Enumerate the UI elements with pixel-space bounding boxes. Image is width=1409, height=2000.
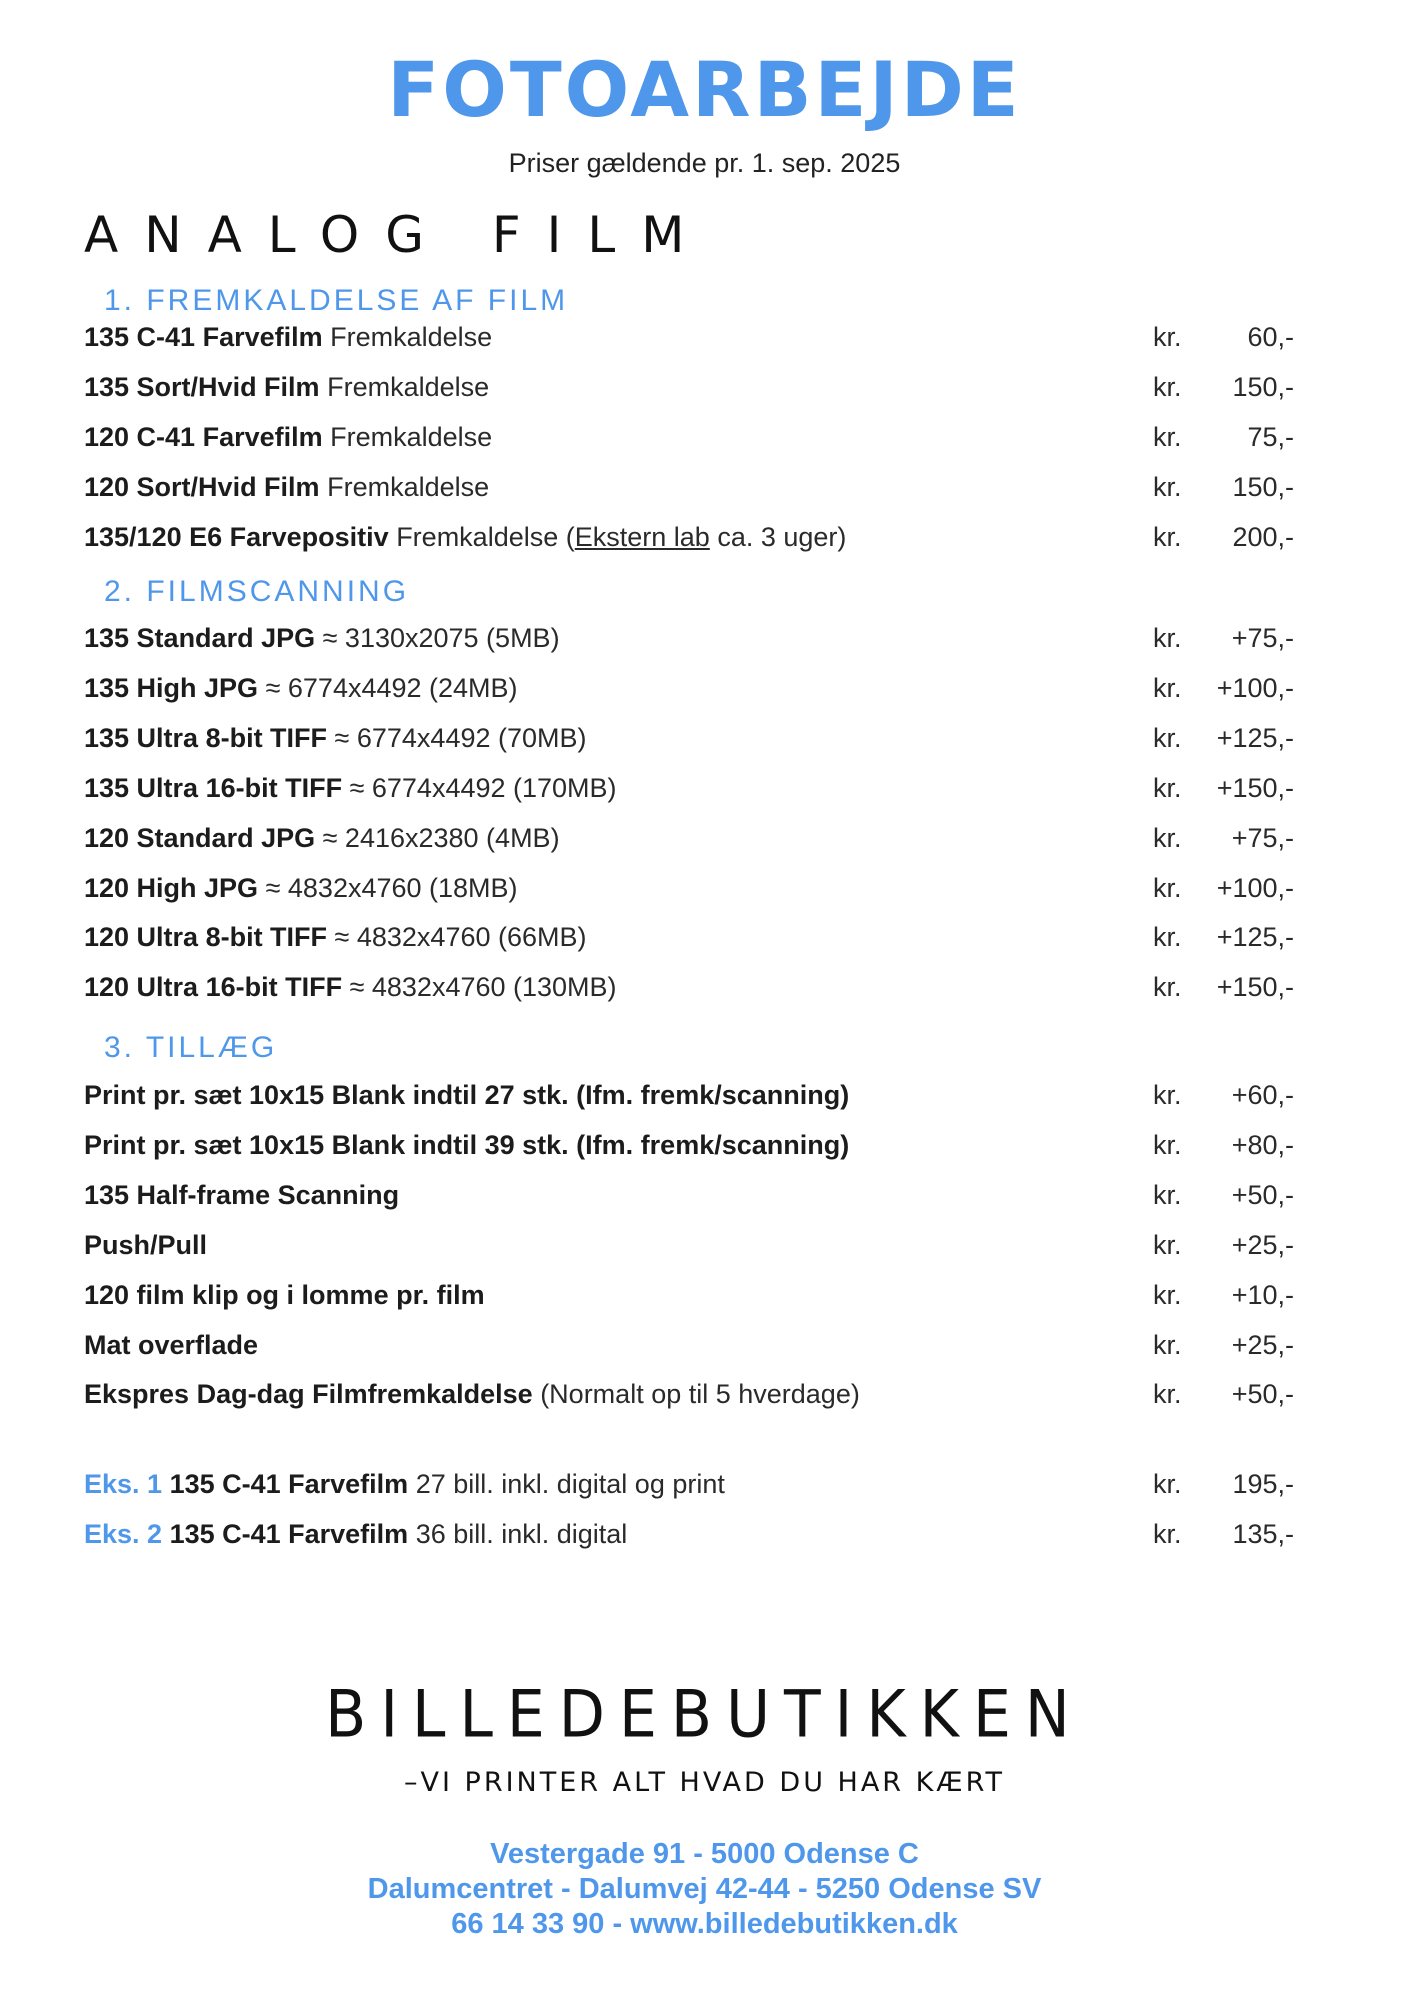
item-description: [84, 1374, 860, 1414]
price-row: [84, 317, 1294, 357]
item-name: 120 film klip og i lomme pr. film: [84, 1279, 485, 1310]
price-value: 150,-: [1232, 371, 1294, 402]
item-description: [84, 467, 489, 507]
item-name: 135/120 E6 Farvepositiv: [84, 521, 389, 552]
item-description: [84, 718, 587, 758]
phone-and-website: 66 14 33 90 - www.billedebutikken.dk: [451, 1908, 958, 1940]
item-description: [84, 1225, 207, 1265]
price-row: [84, 768, 1294, 808]
item-detail: ≈ 6774x4492 (170MB): [342, 772, 617, 803]
item-name: 135 High JPG: [84, 672, 259, 703]
item-description: [84, 417, 492, 457]
price-row: [84, 1125, 1294, 1165]
item-name: 120 Sort/Hvid Film: [84, 471, 320, 502]
price-value: +25,-: [1231, 1229, 1294, 1260]
example-description: [84, 1464, 725, 1504]
item-name: Push/Pull: [84, 1229, 208, 1260]
item-detail: ≈ 4832x4760 (66MB): [327, 922, 587, 953]
item-name: 120 C-41 Farvefilm: [84, 421, 323, 452]
currency-label: kr.: [1153, 371, 1182, 402]
price-value: 135,-: [1232, 1519, 1294, 1549]
item-detail: ≈ 6774x4492 (24MB): [258, 672, 518, 703]
price-row: [84, 1075, 1294, 1115]
item-detail: Fremkaldelse: [322, 421, 493, 452]
address-odense-sv: Dalumcentret - Dalumvej 42-44 - 5250 Odense SV: [367, 1873, 1042, 1905]
item-detail-underlined: Ekstern lab: [574, 521, 710, 552]
price-value: +100,-: [1216, 872, 1294, 903]
item-detail: ≈ 4832x4760 (18MB): [258, 872, 518, 903]
currency-label: kr.: [1153, 1519, 1182, 1549]
item-name: 135 Sort/Hvid Film: [84, 371, 320, 402]
item-description: [84, 818, 560, 858]
price-value: 200,-: [1232, 521, 1294, 552]
currency-label: kr.: [1153, 521, 1182, 552]
item-name: Mat overflade: [84, 1329, 259, 1360]
currency-label: kr.: [1153, 421, 1182, 452]
price-value: +50,-: [1231, 1179, 1294, 1210]
example-row: [84, 1464, 1294, 1504]
price-row: [84, 1175, 1294, 1215]
item-description: [84, 967, 617, 1007]
price-row: [84, 1225, 1294, 1265]
section-heading: 1. FREMKALDELSE AF FILM: [104, 284, 569, 317]
currency-label: kr.: [1153, 872, 1182, 903]
item-detail: Fremkaldelse (: [388, 521, 575, 552]
example-label: Eks. 2: [84, 1519, 163, 1549]
item-description: [84, 917, 587, 957]
price-row: [84, 417, 1294, 457]
item-name: 135 Ultra 8-bit TIFF: [84, 722, 328, 753]
price-row: [84, 718, 1294, 758]
item-name: 135 C-41 Farvefilm: [84, 322, 323, 352]
example-label: Eks. 1: [84, 1469, 163, 1499]
price-row: [84, 517, 1294, 557]
page-title: FOTOARBEJDE: [387, 45, 1022, 134]
item-detail: (Normalt op til 5 hverdage): [532, 1379, 860, 1410]
currency-label: kr.: [1153, 1279, 1182, 1310]
item-description: [84, 317, 492, 357]
price-value: +150,-: [1216, 772, 1294, 803]
item-description: [84, 1325, 258, 1365]
item-description: [84, 668, 518, 708]
section-heading: 3. TILLÆG: [104, 1031, 278, 1064]
item-description: [84, 618, 560, 658]
price-value: 75,-: [1247, 421, 1294, 452]
section-heading: 2. FILMSCANNING: [104, 575, 410, 608]
currency-label: kr.: [1153, 1329, 1182, 1360]
price-row: [84, 868, 1294, 908]
item-detail: Fremkaldelse: [322, 322, 493, 352]
price-row: [84, 467, 1294, 507]
price-row: [84, 1275, 1294, 1315]
item-description: [84, 868, 518, 908]
item-detail: ≈ 2416x2380 (4MB): [315, 822, 560, 853]
item-description: [84, 1175, 399, 1215]
example-detail: 27 bill. inkl. digital og print: [408, 1469, 725, 1499]
item-name: Ekspres Dag-dag Filmfremkaldelse: [84, 1379, 533, 1410]
item-description: [84, 1075, 849, 1115]
address-odense-c: Vestergade 91 - 5000 Odense C: [490, 1838, 919, 1870]
price-row: [84, 367, 1294, 407]
item-description: [84, 367, 489, 407]
currency-label: kr.: [1153, 1080, 1182, 1110]
currency-label: kr.: [1153, 822, 1182, 853]
currency-label: kr.: [1153, 672, 1182, 703]
currency-label: kr.: [1153, 1469, 1182, 1499]
price-value: 60,-: [1247, 322, 1294, 352]
item-name: 120 Ultra 16-bit TIFF: [84, 972, 343, 1003]
example-item-name: 135 C-41 Farvefilm: [162, 1469, 409, 1499]
price-value: +125,-: [1216, 922, 1294, 953]
item-name: 120 High JPG: [84, 872, 259, 903]
price-row: [84, 1325, 1294, 1365]
price-value: 195,-: [1232, 1469, 1294, 1499]
currency-label: kr.: [1153, 1229, 1182, 1260]
item-description: [84, 768, 617, 808]
price-row: [84, 917, 1294, 957]
example-row: [84, 1514, 1294, 1554]
section-title-analog-film: ANALOG FILM: [84, 206, 711, 264]
currency-label: kr.: [1153, 772, 1182, 803]
item-name: 135 Half-frame Scanning: [84, 1179, 400, 1210]
item-name: 120 Ultra 8-bit TIFF: [84, 922, 328, 953]
item-detail: Fremkaldelse: [319, 471, 490, 502]
currency-label: kr.: [1153, 471, 1182, 502]
item-detail: ca. 3 uger): [709, 521, 847, 552]
brand-tagline: –VI PRINTER ALT HVAD DU HAR KÆRT: [404, 1767, 1005, 1798]
item-name: 135 Ultra 16-bit TIFF: [84, 772, 343, 803]
price-value: +75,-: [1231, 822, 1294, 853]
item-detail: ≈ 3130x2075 (5MB): [315, 623, 560, 653]
price-validity-subtitle: Priser gældende pr. 1. sep. 2025: [508, 148, 901, 178]
currency-label: kr.: [1153, 1179, 1182, 1210]
example-description: [84, 1514, 627, 1554]
brand-logo-text: BILLEDEBUTIKKEN: [325, 1677, 1084, 1753]
price-value: +25,-: [1231, 1329, 1294, 1360]
currency-label: kr.: [1153, 722, 1182, 753]
item-name: Print pr. sæt 10x15 Blank indtil 39 stk. (Ifm. fremk/scanning): [84, 1129, 850, 1160]
currency-label: kr.: [1153, 972, 1182, 1003]
price-row: [84, 668, 1294, 708]
item-description: [84, 1275, 485, 1315]
price-value: +75,-: [1231, 623, 1294, 653]
example-detail: 36 bill. inkl. digital: [408, 1519, 628, 1549]
currency-label: kr.: [1153, 322, 1182, 352]
item-name: Print pr. sæt 10x15 Blank indtil 27 stk. (Ifm. fremk/scanning): [84, 1080, 850, 1110]
item-description: [84, 1125, 849, 1165]
item-name: 120 Standard JPG: [84, 822, 316, 853]
price-value: +50,-: [1231, 1379, 1294, 1410]
price-row: [84, 818, 1294, 858]
example-item-name: 135 C-41 Farvefilm: [162, 1519, 409, 1549]
currency-label: kr.: [1153, 1379, 1182, 1410]
item-detail: ≈ 6774x4492 (70MB): [327, 722, 587, 753]
item-detail: Fremkaldelse: [319, 371, 490, 402]
item-name: 135 Standard JPG: [84, 623, 316, 653]
currency-label: kr.: [1153, 1129, 1182, 1160]
currency-label: kr.: [1153, 922, 1182, 953]
price-row: [84, 967, 1294, 1007]
price-row: [84, 1374, 1294, 1414]
item-description: [84, 517, 846, 557]
currency-label: kr.: [1153, 623, 1182, 653]
price-value: +60,-: [1231, 1080, 1294, 1110]
item-detail: ≈ 4832x4760 (130MB): [342, 972, 617, 1003]
price-value: 150,-: [1232, 471, 1294, 502]
price-value: +150,-: [1216, 972, 1294, 1003]
price-value: +100,-: [1216, 672, 1294, 703]
price-value: +125,-: [1216, 722, 1294, 753]
price-value: +10,-: [1231, 1279, 1294, 1310]
price-value: +80,-: [1231, 1129, 1294, 1160]
price-row: [84, 618, 1294, 658]
